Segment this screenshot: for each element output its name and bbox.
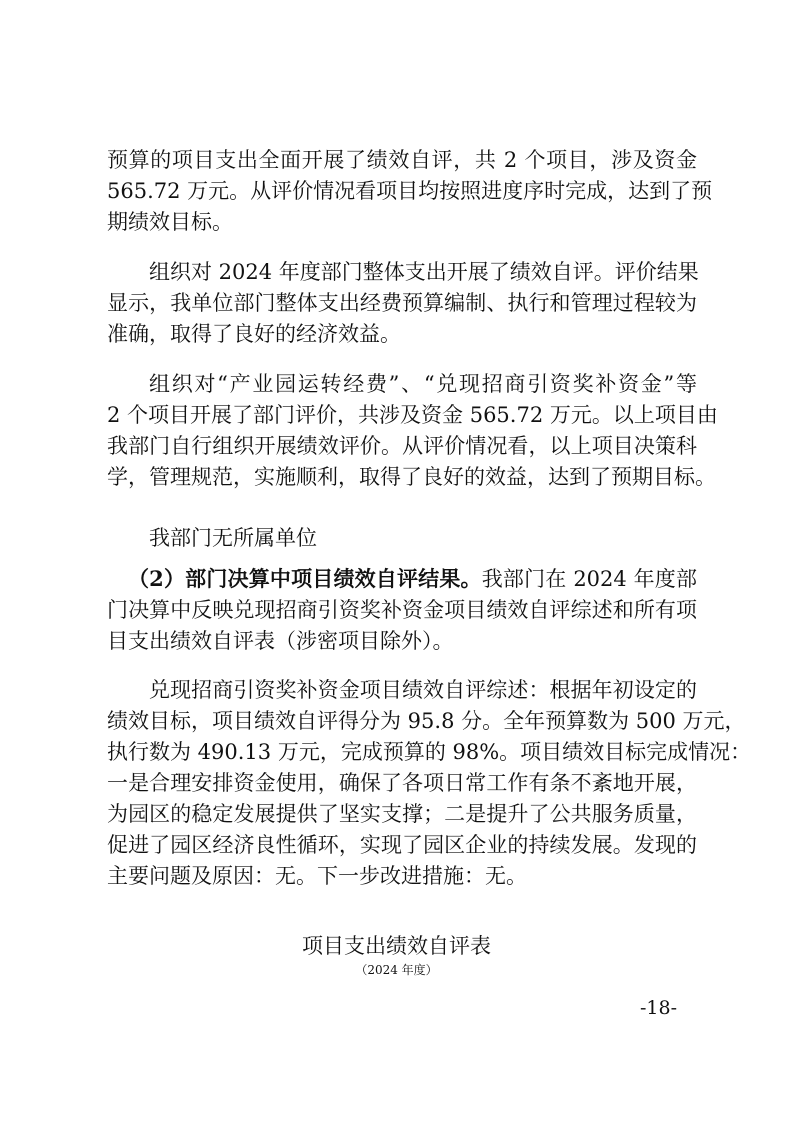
text-line: 学，管理规范，实施顺利，取得了良好的效益，达到了预期目标。	[107, 465, 716, 489]
section-heading: （2）部门决算中项目绩效自评结果。	[128, 566, 482, 591]
text-line: 为园区的稳定发展提供了坚实支撑；二是提升了公共服务质量，	[107, 802, 697, 826]
text-line: 一是合理安排资金使用，确保了各项日常工作有条不紊地开展，	[107, 771, 697, 795]
paragraph-project-self-evaluation	[107, 563, 697, 657]
text-line: 促进了园区经济良性循环，实现了园区企业的持续发展。发现的	[107, 833, 697, 857]
text-line: 2 个项目开展了部门评价，共涉及资金 565.72 万元。以上项目由	[107, 403, 718, 427]
paragraph-department-evaluation	[107, 369, 718, 493]
paragraph-incentive-fund-summary	[107, 675, 752, 892]
text-line: 期绩效目标。	[107, 210, 233, 234]
text-line: 准确，取得了良好的经济效益。	[107, 322, 401, 346]
text-line: 绩效目标，项目绩效自评得分为 95.8 分。全年预算数为 500 万元，	[107, 709, 746, 733]
text-line: 兑现招商引资奖补资金项目绩效自评综述：根据年初设定的	[149, 678, 697, 702]
text-line: （2）部门决算中项目绩效自评结果。我部门在 2024 年度部	[128, 566, 697, 591]
paragraph-continuation	[107, 145, 713, 238]
table-title: 项目支出绩效自评表	[302, 934, 491, 958]
text-line: 我部门自行组织开展绩效评价。从评价情况看，以上项目决策科	[107, 434, 697, 458]
text-line: 组织对 2024 年度部门整体支出开展了绩效自评。评价结果	[149, 260, 699, 284]
table-subtitle: （2024 年度）	[355, 963, 438, 977]
text-line: 显示，我单位部门整体支出经费预算编制、执行和管理过程较为	[107, 291, 697, 315]
paragraph-no-subordinate-units	[107, 523, 697, 554]
text-line: 执行数为 490.13 万元，完成预算的 98%。项目绩效目标完成情况：	[107, 740, 752, 764]
text-line: 预算的项目支出全面开展了绩效自评，共 2 个项目，涉及资金	[107, 148, 697, 172]
text-line: 门决算中反映兑现招商引资奖补资金项目绩效自评综述和所有项	[107, 598, 697, 622]
text-line: 组织对“产业园运转经费”、“兑现招商引资奖补资金”等	[149, 372, 697, 396]
text-line: 目支出绩效自评表（涉密项目除外）。	[107, 629, 454, 653]
text-line: 主要问题及原因：无。下一步改进措施：无。	[107, 864, 527, 888]
text-line: 我部门无所属单位	[149, 526, 317, 550]
text-line: 565.72 万元。从评价情况看项目均按照进度序时完成，达到了预	[107, 179, 713, 203]
paragraph-overall-evaluation	[107, 257, 697, 350]
page-number: -18-	[640, 997, 678, 1019]
